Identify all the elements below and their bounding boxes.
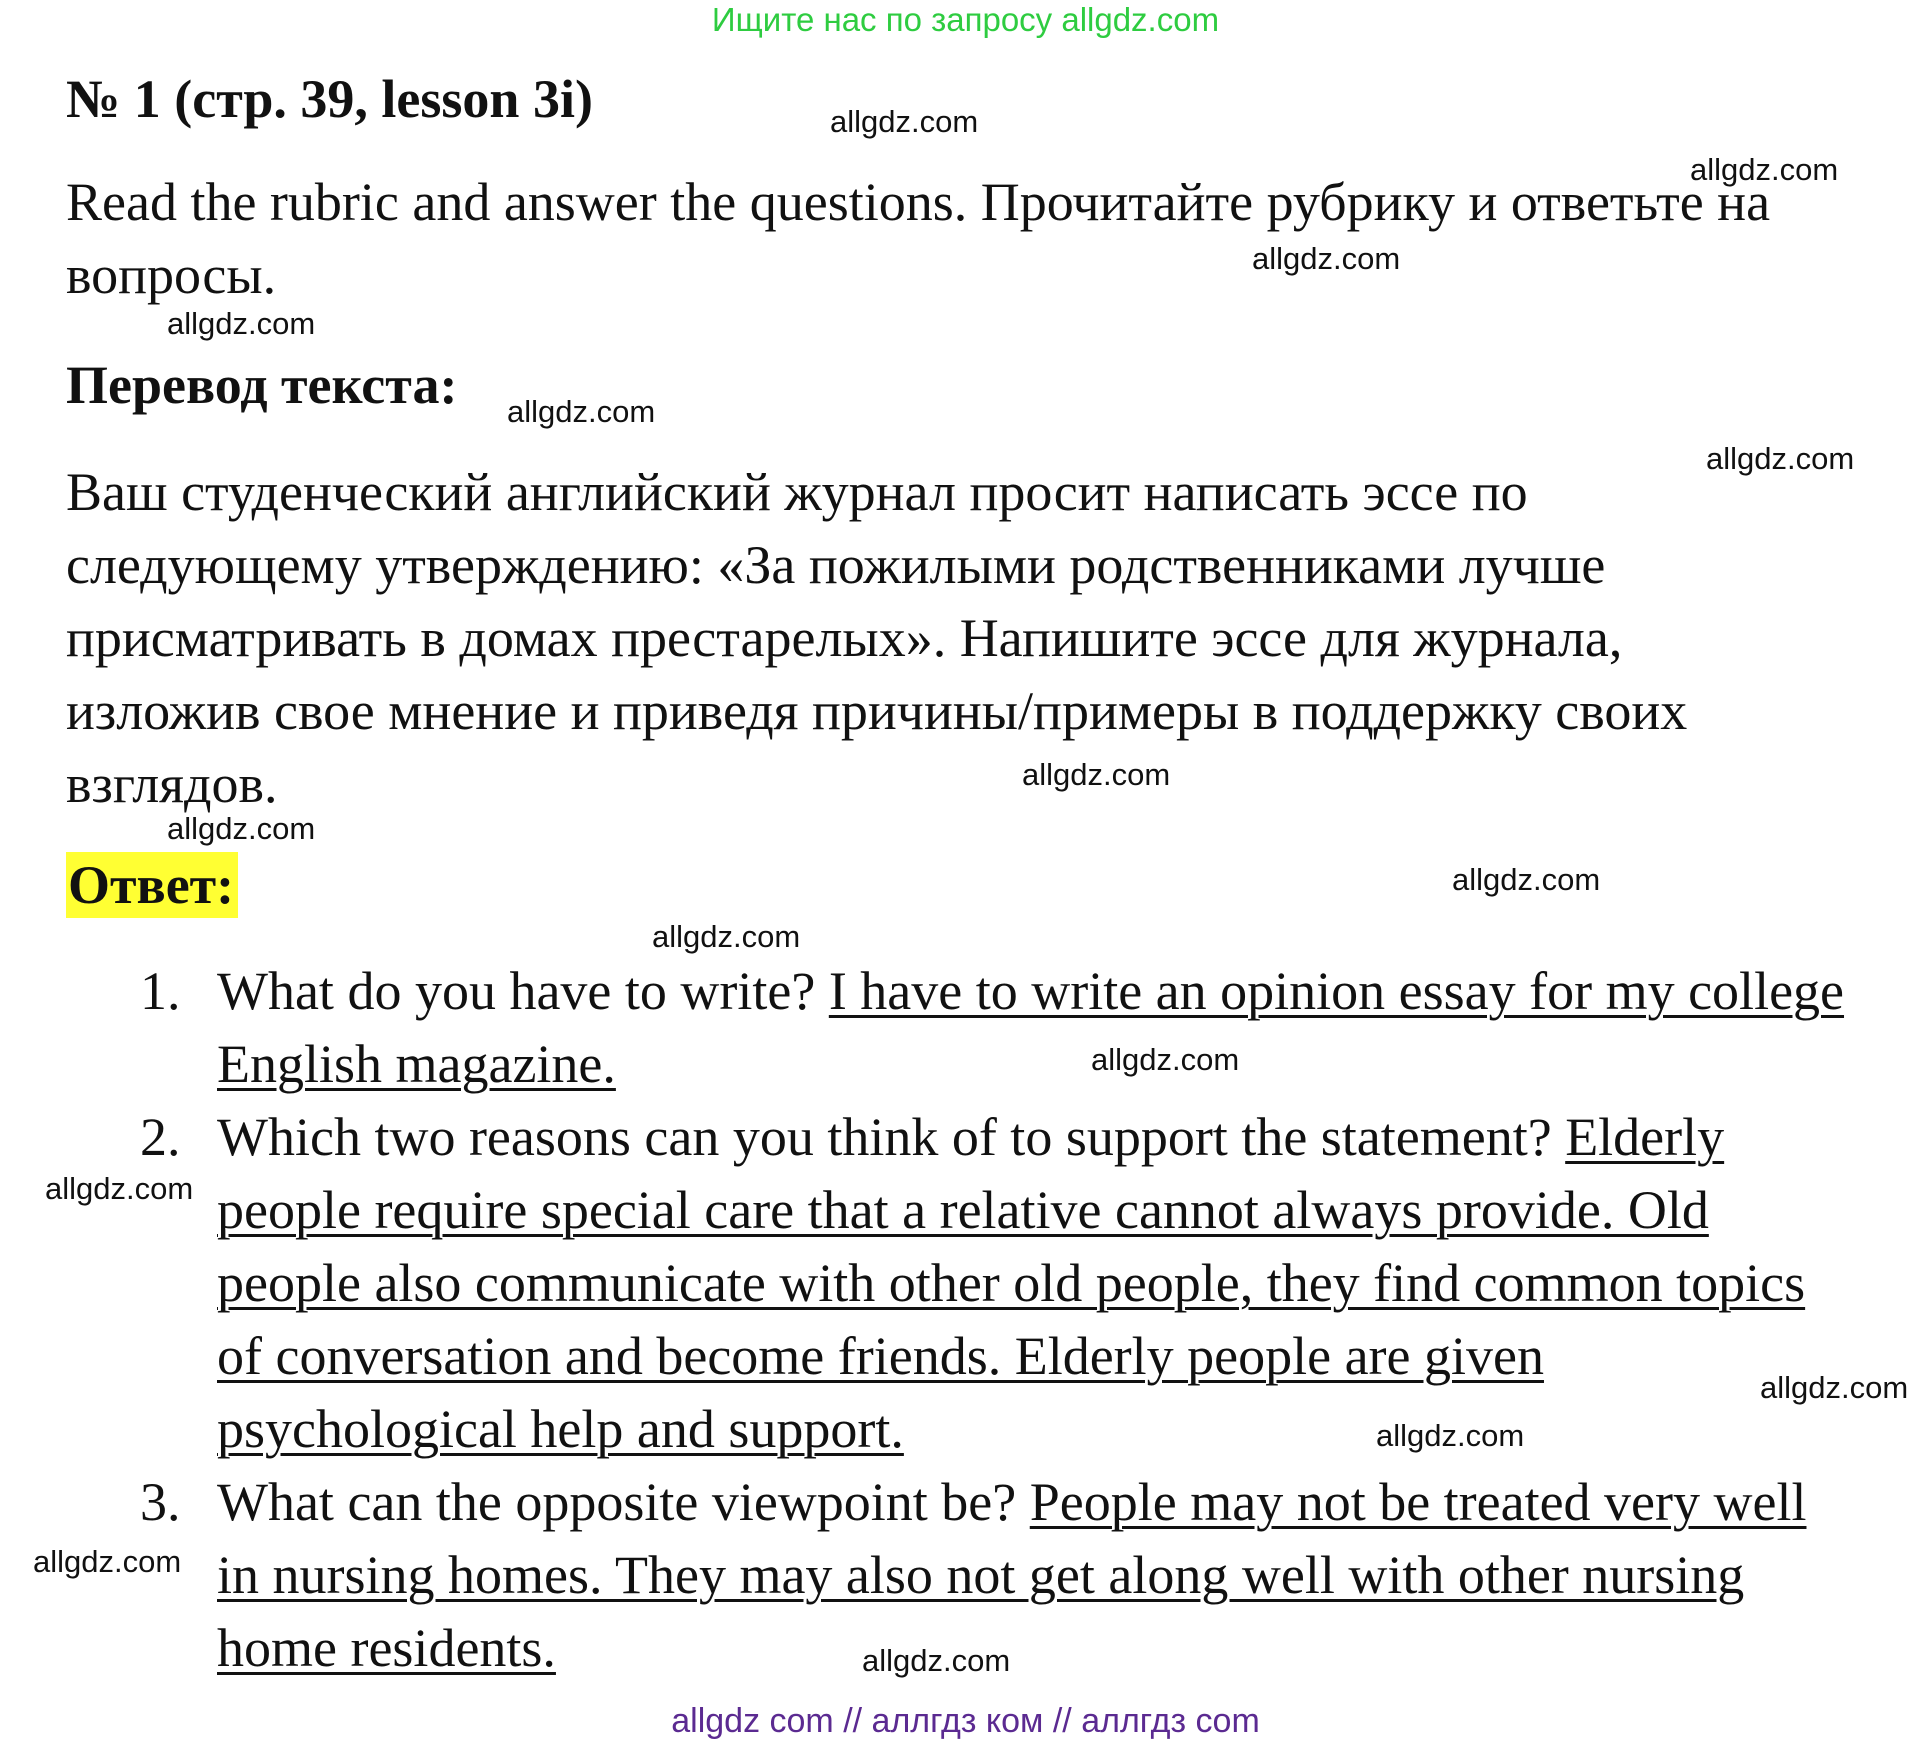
qa-number: 3. bbox=[140, 1472, 181, 1532]
watermark: allgdz.com bbox=[830, 104, 979, 139]
watermark: allgdz.com bbox=[507, 394, 656, 429]
qa-text bbox=[217, 1101, 1847, 1466]
qa-answer: People may not be treated very well in nursing homes. They may also not get along well with other nursing home residents. bbox=[217, 1472, 1807, 1678]
watermark: allgdz.com bbox=[862, 1643, 1011, 1678]
exercise-title: № 1 (стр. 39, lesson 3i) bbox=[66, 69, 593, 129]
watermark: allgdz.com bbox=[1376, 1418, 1525, 1453]
watermark: allgdz.com bbox=[33, 1544, 182, 1579]
translation-text: Ваш студенческий английский журнал просит написать эссе по следующему утверждению: «За пожилыми родственниками лучше присматривать в домах престарелых». Напишите эссе для журнала, изложив свое мнение и приведя причины/примеры в поддержку своих взглядов. bbox=[66, 462, 1688, 814]
qa-number: 2. bbox=[140, 1107, 181, 1167]
top-banner: Ищите нас по запросу allgdz.com bbox=[711, 1, 1220, 38]
qa-item-1 bbox=[0, 955, 1931, 1101]
answer-label: Ответ: bbox=[66, 852, 238, 918]
qa-question: Which two reasons can you think of to support the statement? bbox=[217, 1107, 1566, 1167]
watermark: allgdz.com bbox=[1452, 862, 1601, 897]
qa-answer: Elderly people require special care that a relative cannot always provide. Old people also communicate with other old people, they find common topics of conversation and become friends. Elderly people are given psychological help and support. bbox=[217, 1107, 1806, 1459]
instruction-text: Read the rubric and answer the questions. Прочитайте рубрику и ответьте на вопросы. bbox=[66, 172, 1771, 305]
qa-list bbox=[0, 955, 1931, 1685]
watermark: allgdz.com bbox=[652, 919, 801, 954]
watermark: allgdz.com bbox=[167, 306, 316, 341]
qa-text bbox=[217, 955, 1847, 1101]
watermark: allgdz.com bbox=[1091, 1042, 1240, 1077]
qa-item-2 bbox=[0, 1101, 1931, 1466]
watermark: allgdz.com bbox=[1706, 441, 1855, 476]
qa-question: What can the opposite viewpoint be? bbox=[217, 1472, 1030, 1532]
translation-heading: Перевод текста: bbox=[66, 355, 458, 415]
watermark: allgdz.com bbox=[167, 811, 316, 846]
qa-text bbox=[217, 1466, 1847, 1685]
qa-answer: I have to write an opinion essay for my college English magazine. bbox=[217, 961, 1845, 1094]
watermark: allgdz.com bbox=[1760, 1370, 1909, 1405]
watermark: allgdz.com bbox=[45, 1171, 194, 1206]
watermark: allgdz.com bbox=[1022, 757, 1171, 792]
footer-links: allgdz com // аллгдз ком // аллгдз com bbox=[671, 1702, 1260, 1740]
watermark: allgdz.com bbox=[1252, 241, 1401, 276]
qa-question: What do you have to write? bbox=[217, 961, 829, 1021]
watermark: allgdz.com bbox=[1690, 152, 1839, 187]
qa-number: 1. bbox=[140, 961, 181, 1021]
